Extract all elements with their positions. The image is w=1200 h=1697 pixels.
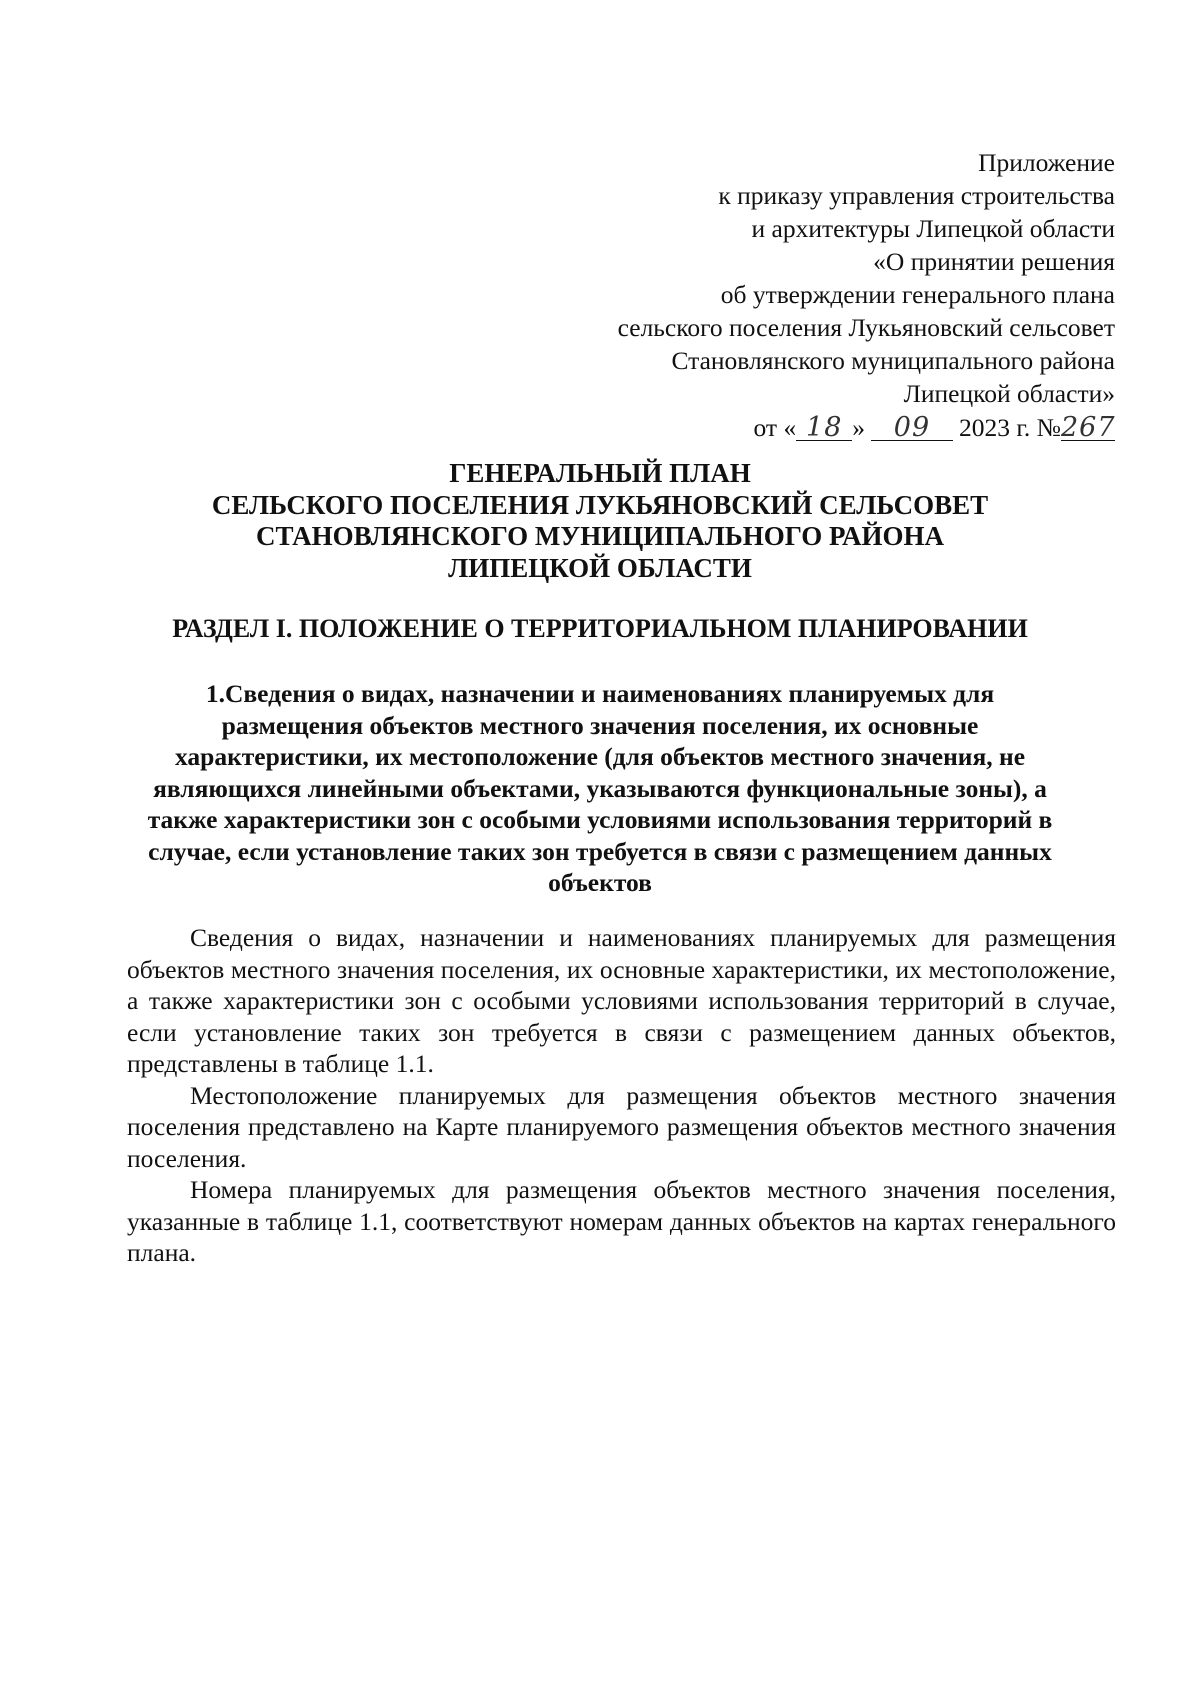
subsection-heading [0, 678, 1200, 899]
date-prefix: от « [753, 413, 797, 442]
subsection-line: объектов [548, 868, 652, 897]
body-text [127, 922, 1116, 1269]
appendix-line: Приложение [978, 148, 1115, 177]
appendix-line: и архитектуры Липецкой области [751, 214, 1115, 243]
document-title [0, 458, 1200, 584]
appendix-line: об утверждении генерального плана [720, 280, 1115, 309]
subsection-line: характеристики, их местоположение (для объектов местного значения, не [174, 742, 1026, 771]
title-line: СТАНОВЛЯНСКОГО МУНИЦИПАЛЬНОГО РАЙОНА [256, 521, 944, 551]
subsection-line: также характеристики зон с особыми условиями использования территорий в [147, 805, 1053, 834]
subsection-line: размещения объектов местного значения поселения, их основные [221, 710, 979, 740]
appendix-line: Становлянского муниципального района [671, 346, 1115, 375]
appendix-block [495, 146, 1115, 444]
order-date-line [495, 411, 1115, 444]
date-quote-close: » [852, 413, 865, 442]
paragraph: Сведения о видах, назначении и наименованиях планируемых для размещения объектов местного значения поселения, их основные характеристики, их местоположение, а также характеристики зон с особыми условиями использования территорий в случае, если установление таких зон требуется в связи с размещением данных объектов, представлены в таблице 1.1. [127, 923, 1116, 1078]
handwritten-day: 18 [796, 411, 852, 444]
paragraph: Номера планируемых для размещения объектов местного значения поселения, указанные в таблице 1.1, соответствуют номерам данных объектов на картах генерального плана. [127, 1175, 1116, 1267]
subsection-line: являющихся линейными объектами, указываются функциональные зоны), а [153, 773, 1047, 803]
subsection-line: 1.Сведения о видах, назначении и наименованиях планируемых для [205, 679, 995, 708]
paragraph: Местоположение планируемых для размещения объектов местного значения поселения представлено на Карте планируемого размещения объектов местного значения поселения. [127, 1080, 1116, 1173]
appendix-line: сельского поселения Лукьяновский сельсовет [617, 313, 1115, 342]
title-line: ГЕНЕРАЛЬНЫЙ ПЛАН [449, 458, 751, 488]
appendix-line: Липецкой области» [903, 379, 1115, 408]
appendix-line: «О принятии решения [873, 247, 1115, 276]
title-line: ЛИПЕЦКОЙ ОБЛАСТИ [448, 552, 752, 583]
handwritten-month: 09 [871, 411, 953, 444]
handwritten-order-number: 267 [1061, 412, 1116, 443]
date-year-text: 2023 г. № [958, 413, 1061, 442]
appendix-line: к приказу управления строительства [718, 181, 1115, 210]
subsection-line: случае, если установление таких зон требуется в связи с размещением данных [148, 836, 1052, 866]
title-line: СЕЛЬСКОГО ПОСЕЛЕНИЯ ЛУКЬЯНОВСКИЙ СЕЛЬСОВЕТ [211, 489, 989, 520]
section-heading: РАЗДЕЛ I. ПОЛОЖЕНИЕ О ТЕРРИТОРИАЛЬНОМ ПЛАНИРОВАНИИ [172, 614, 1028, 643]
